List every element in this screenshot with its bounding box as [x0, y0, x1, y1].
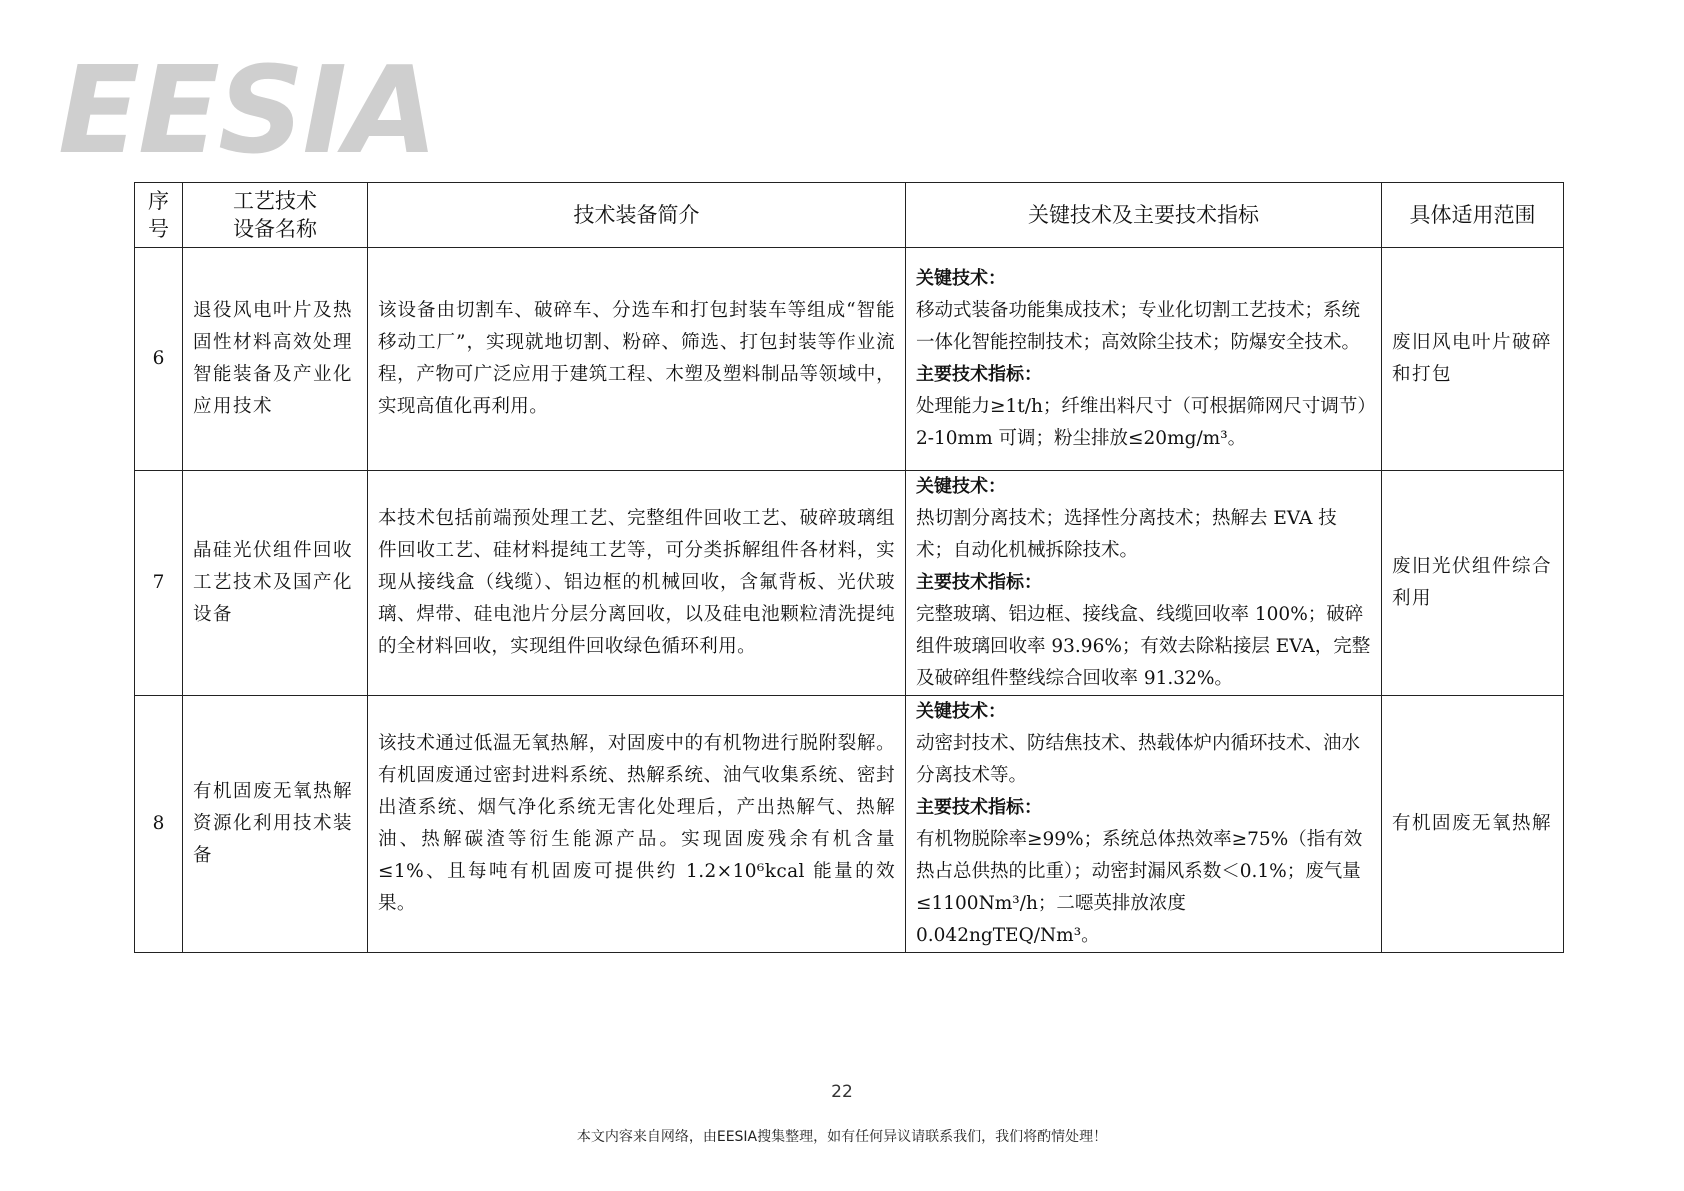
- row-metrics: [906, 696, 1382, 953]
- main-indicator-text: 完整玻璃、铝边框、接线盒、线缆回收率 100%；破碎组件玻璃回收率 93.96%；有效去除粘接层 EVA，完整及破碎组件整线综合回收率 91.32%。: [916, 604, 1371, 689]
- header-seq: 序 号: [135, 183, 183, 248]
- header-process-name: 工艺技术 设备名称: [183, 183, 368, 248]
- eesia-logo: EESIA: [58, 42, 436, 181]
- row-process-name: 退役风电叶片及热固性材料高效处理智能装备及产业化应用技术: [183, 248, 368, 471]
- row-intro: 该设备由切割车、破碎车、分选车和打包封装车等组成“智能移动工厂”，实现就地切割、粉碎、筛选、打包封装等作业流程，产物可广泛应用于建筑工程、木塑及塑料制品等领域中，实现高值化再利用。: [368, 248, 906, 471]
- key-tech-text: 移动式装备功能集成技术；专业化切割工艺技术；系统一体化智能控制技术；高效除尘技术；防爆安全技术。: [916, 300, 1361, 353]
- table-header-row: [135, 183, 1564, 248]
- table-row: [135, 696, 1564, 953]
- row-scope: 废旧风电叶片破碎和打包: [1382, 248, 1564, 471]
- key-tech-label: 关键技术：: [916, 476, 1006, 497]
- main-indicator-label: 主要技术指标：: [916, 572, 1042, 593]
- table-row: [135, 248, 1564, 471]
- main-indicator-label: 主要技术指标：: [916, 797, 1042, 818]
- page-number: 22: [831, 1082, 853, 1102]
- footer-disclaimer: 本文内容来自网络，由EESIA搜集整理，如有任何异议请联系我们，我们将酌情处理！: [576, 1129, 1108, 1145]
- header-intro: 技术装备简介: [368, 183, 906, 248]
- row-metrics: [906, 248, 1382, 471]
- row-scope: 有机固废无氧热解: [1382, 696, 1564, 953]
- technology-table: [134, 182, 1564, 953]
- row-scope: 废旧光伏组件综合利用: [1382, 471, 1564, 696]
- row-seq: 7: [135, 471, 183, 696]
- main-indicator-text: 处理能力≥1t/h；纤维出料尺寸（可根据筛网尺寸调节）2-10mm 可调；粉尘排放≤20mg/m³。: [916, 396, 1367, 449]
- header-key-metrics: 关键技术及主要技术指标: [906, 183, 1382, 248]
- key-tech-text: 动密封技术、防结焦技术、热载体炉内循环技术、油水分离技术等。: [916, 733, 1361, 786]
- key-tech-label: 关键技术：: [916, 268, 1006, 289]
- row-seq: 8: [135, 696, 183, 953]
- row-process-name: 晶硅光伏组件回收工艺技术及国产化设备: [183, 471, 368, 696]
- key-tech-text: 热切割分离技术；选择性分离技术；热解去 EVA 技术；自动化机械拆除技术。: [916, 508, 1337, 561]
- row-intro: 本技术包括前端预处理工艺、完整组件回收工艺、破碎玻璃组件回收工艺、硅材料提纯工艺等，可分类拆解组件各材料，实现从接线盒（线缆）、铝边框的机械回收，含氟背板、光伏玻璃、焊带、硅电池片分层分离回收，以及硅电池颗粒清洗提纯的全材料回收，实现组件回收绿色循环利用。: [368, 471, 906, 696]
- row-seq: 6: [135, 248, 183, 471]
- table-row: [135, 471, 1564, 696]
- main-indicator-label: 主要技术指标：: [916, 364, 1042, 385]
- key-tech-label: 关键技术：: [916, 701, 1006, 722]
- main-indicator-text: 有机物脱除率≥99%；系统总体热效率≥75%（指有效热占总供热的比重）；动密封漏风系数＜0.1%；废气量≤1100Nm³/h；二噁英排放浓度 0.042ngTEQ/Nm³。: [916, 829, 1363, 946]
- header-scope: 具体适用范围: [1382, 183, 1564, 248]
- row-metrics: [906, 471, 1382, 696]
- row-intro: 该技术通过低温无氧热解，对固废中的有机物进行脱附裂解。有机固废通过密封进料系统、热解系统、油气收集系统、密封出渣系统、烟气净化系统无害化处理后，产出热解气、热解油、热解碳渣等衍生能源产品。实现固废残余有机含量≤1%、且每吨有机固废可提供约 1.2×10⁶kcal 能量的效果。: [368, 696, 906, 953]
- row-process-name: 有机固废无氧热解资源化利用技术装备: [183, 696, 368, 953]
